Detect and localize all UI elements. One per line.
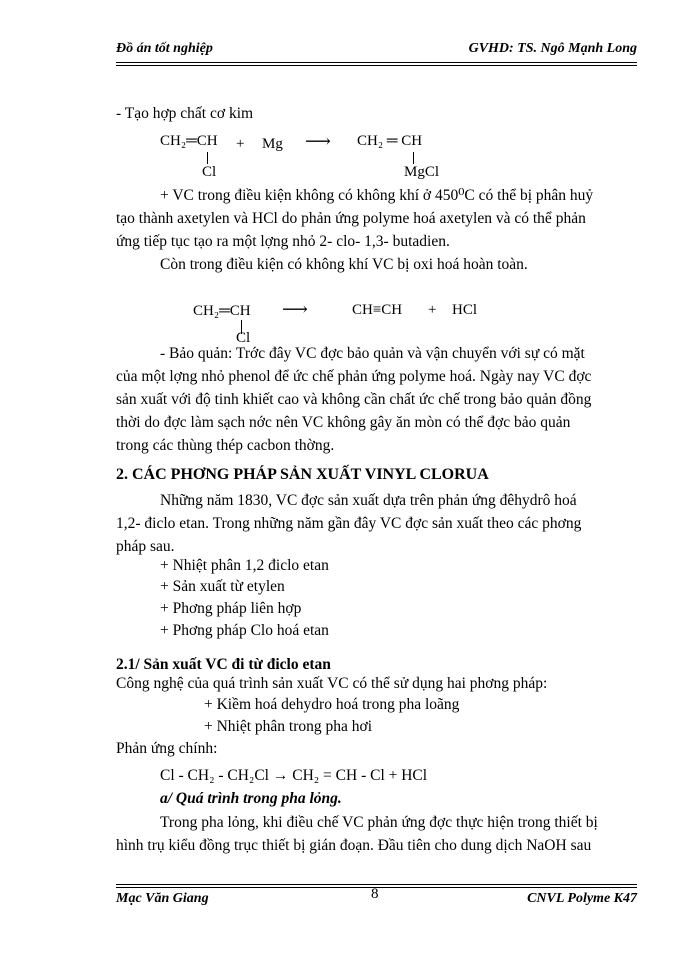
para1-line1: + VC trong điều kiện không có không khí ở 450⁰C có thể bị phân huỷ [160,187,594,204]
footer-course: CNVL Polyme K47 [527,891,637,906]
section2-line1: Những năm 1830, VC đợc sản xuất dựa trên phản ứng đêhydrô hoá [160,492,577,509]
reaction1-intro: - Tạo hợp chất cơ kim [116,105,254,122]
header-left: Đồ án tốt nghiệp [116,41,213,56]
section21-line3: hình trụ kiểu đồng trục thiết bị gián đoạn. Đầu tiên cho dung dịch NaOH sau [116,837,592,854]
para2-line3: sản xuất với độ tinh khiết cao và không cần chất ức chế trong bảo quản đồng [116,391,592,408]
page-number: 8 [371,886,379,902]
reaction1-plus: + [236,136,245,152]
header-right: GVHD: TS. Ngô Mạnh Long [468,41,637,56]
footer-rule [116,884,637,885]
liquid-phase-heading: a/ Quá trình trong pha lỏng. [160,790,342,807]
process-item: + Nhiệt phân trong pha hơi [204,718,373,735]
main-reaction-equation: Cl - CH₂ - CH₂Cl → CH₂ = CH - Cl + HCl [160,767,428,784]
reaction2-plus: + [428,302,437,318]
para1-line2: tạo thành axetylen và HCl do phản ứng polyme hoá axetylen và có thể phản [116,210,586,227]
para2-line4: thời do đợc làm sạch nớc nên VC không gây ăn mòn có thể đợc bảo quản [116,414,571,431]
section21-line2: Trong pha lỏng, khi điều chế VC phản ứng đợc thực hiện trong thiết bị [160,814,598,831]
section21-line1: Công nghệ của quá trình sản xuất VC có thể sử dụng hai phơng pháp: [116,675,548,692]
method-item: + Sản xuất từ etylen [160,578,285,595]
reaction1-product-sub: MgCl [404,164,440,180]
reaction2-product: CH≡CH [352,302,403,318]
footer-author: Mạc Văn Giang [116,891,209,906]
header-rule-double [116,65,637,66]
main-reaction-label: Phản ứng chính: [116,740,218,757]
reaction1-product: CH₂ ═ CH [357,133,423,149]
header-rule [116,62,637,63]
method-item: + Phơng pháp Clo hoá etan [160,622,329,639]
para2-line1: - Bảo quản: Trớc đây VC đợc bảo quản và vận chuyển với sự có mặt [160,345,585,362]
section2-line3: pháp sau. [116,538,175,555]
process-item: + Kiềm hoá dehydro hoá trong pha loãng [204,696,460,713]
reaction2-reactant: CH₂═CH [193,303,251,319]
para1-line4: Còn trong điều kiện có không khí VC bị oxi hoá hoàn toàn. [160,256,528,273]
bond-line [413,152,414,164]
reaction1-arrow: ⟶ [305,131,331,151]
reaction2-hcl: HCl [452,302,478,318]
reaction1-reactant: CH₂═CH [160,133,218,149]
para1-line3: ứng tiếp tục tạo ra một lợng nhỏ 2- clo- 1,3- butadien. [116,233,450,250]
reaction1-reagent: Mg [262,136,283,152]
reaction2-arrow: ⟶ [282,299,308,319]
method-item: + Phơng pháp liên hợp [160,600,302,617]
section2-heading: 2. CÁC PHƠNG PHÁP SẢN XUẤT VINYL CLORUA [116,466,489,483]
bond-line [207,152,208,164]
section21-heading: 2.1/ Sản xuất VC đi từ điclo etan [116,656,331,673]
method-item: + Nhiệt phân 1,2 điclo etan [160,557,329,574]
section2-line2: 1,2- điclo etan. Trong những năm gần đây VC đợc sản xuất theo các phơng [116,515,582,532]
para2-line5: trong các thùng thép cacbon thờng. [116,437,335,454]
para2-line2: của một lợng nhỏ phenol để ức chế phản ứng polyme hoá. Ngày nay VC đợc [116,368,592,385]
reaction2-reactant-sub: Cl [236,330,251,346]
reaction1-reactant-sub: Cl [202,164,217,180]
